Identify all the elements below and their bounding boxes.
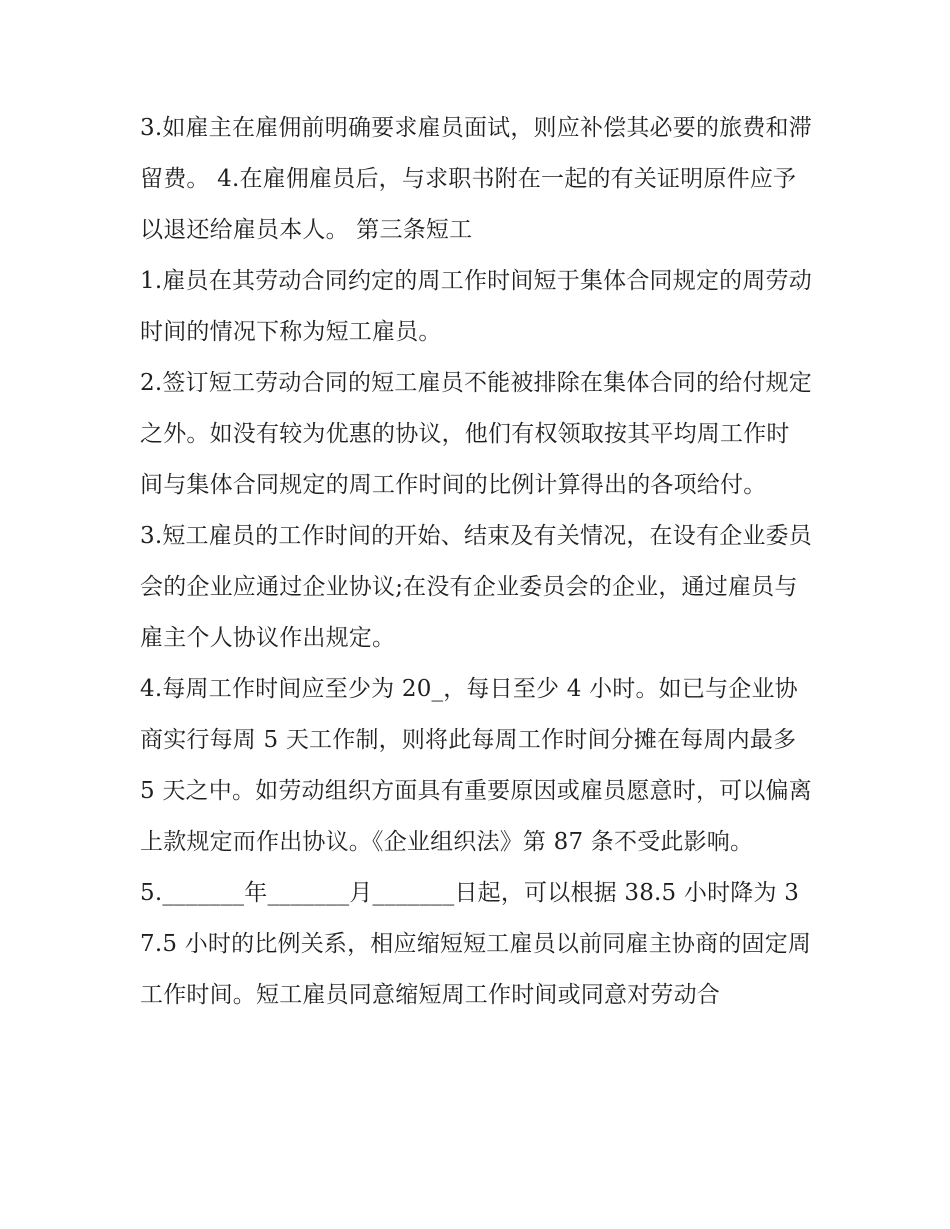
paragraph-collective-benefits: 2.签订短工劳动合同的短工雇员不能被排除在集体合同的给付规定之外。如没有较为优惠的协议，他们有权领取按其平均周工作时间与集体合同规定的周工作时间的比例计算得出的各项给付。 (140, 370, 812, 498)
paragraph-employer-obligations: 3.如雇主在雇佣前明确要求雇员面试，则应补偿其必要的旅费和滞留费。 4.在雇佣雇员后，与求职书附在一起的有关证明原件应予以退还给雇员本人。 第三条短工 (140, 115, 812, 243)
paragraph-minimum-hours: 4.每周工作时间应至少为 20_，每日至少 4 小时。如已与企业协商实行每周 5 天工作制，则将此每周工作时间分摊在每周内最多 5 天之中。如劳动组织方面具有重要原因或雇员愿意时，可以偏离上款规定而作出协议。《企业组织法》第 87 条不受此影响。 (140, 676, 812, 855)
paragraph-part-time-definition: 1.雇员在其劳动合同约定的周工作时间短于集体合同规定的周劳动时间的情况下称为短工雇员。 (140, 268, 812, 345)
paragraph-working-hours-agreement: 3.短工雇员的工作时间的开始、结束及有关情况，在设有企业委员会的企业应通过企业协议;在没有企业委员会的企业，通过雇员与雇主个人协议作出规定。 (140, 523, 812, 651)
document-body (140, 103, 812, 1021)
paragraph-hours-reduction: 5._______年_______月_______日起，可以根据 38.5 小时降为 37.5 小时的比例关系，相应缩短短工雇员以前同雇主协商的固定周工作时间。短工雇员同意缩短周工作时间或同意对劳动合 (140, 880, 812, 1008)
